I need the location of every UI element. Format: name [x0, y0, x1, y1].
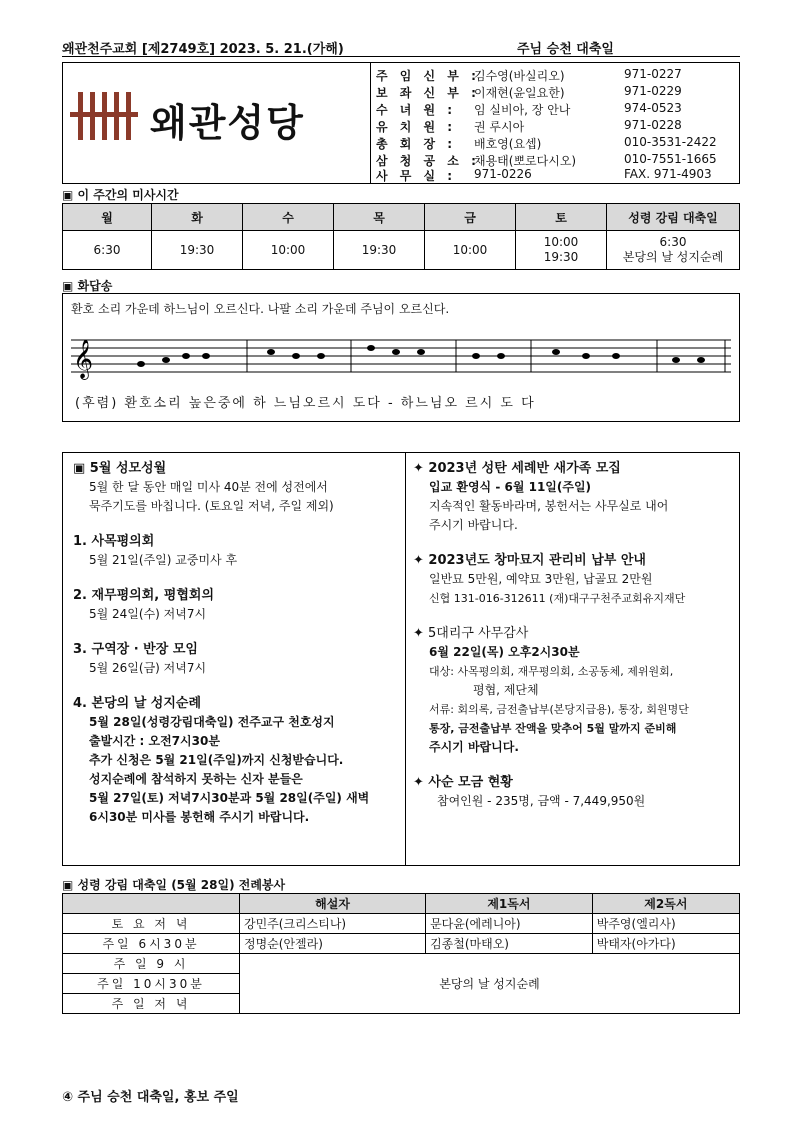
- duty-header: 제1독서: [426, 894, 593, 914]
- duty-row-label: 주 일 저 녁: [63, 994, 240, 1014]
- announcement-line: 6월 22일(목) 오후2시30분: [429, 645, 580, 659]
- mass-time: 6:30: [63, 231, 152, 270]
- duty-header: 해설자: [240, 894, 426, 914]
- announcement-line: 대상: 사목평의회, 재무평의회, 소공동체, 제위원회,: [429, 665, 674, 678]
- announcement-title: 2. 재무평의회, 평협회의: [73, 588, 214, 603]
- announcement-line: 서류: 회의록, 금전출납부(본당지급용), 통장, 회원명단: [429, 703, 689, 716]
- announcement-line: 5월 21일(주일) 교중미사 후: [89, 553, 238, 567]
- staff-directory: 주 임 신 부 : 김수영(바실리오) 971-0227 보 좌 신 부 : 이재현(윤일요한) 971-0229 수 녀 원 : 임 실비아, 장 안나 974-0523 유 치 원 : 권 루시아 971-0228 총 회 장 : 배호영(요셉) 010-3531-2422 삼 청 공 소 : 채용태(뽀로다시오) 010-7551-1665 사 무 실 : 971-0226 FAX. 971-4903: [370, 62, 740, 184]
- psalm-text: 환호 소리 가운데 하느님이 오르신다. 나팔 소리 가운데 주님이 오르신다.: [71, 302, 450, 316]
- day-header: 목: [334, 204, 425, 231]
- feast-title: 주님 승천 대축일: [517, 42, 614, 57]
- announcement-line: 입교 환영식 - 6월 11일(주일): [429, 480, 592, 494]
- mass-time: 6:30 본당의 날 성지순례: [607, 231, 740, 270]
- day-header: 월: [63, 204, 152, 231]
- mass-time-row: [63, 231, 740, 270]
- parish-issue-line: 왜관천주교회 [제2749호] 2023. 5. 21.(가해): [62, 42, 344, 57]
- announcement-title: ✦ 사순 모금 현황: [413, 775, 513, 790]
- duty-cell: 박태자(아가다): [592, 934, 739, 954]
- day-header: 화: [152, 204, 243, 231]
- duty-cell: 정명순(안젤라): [240, 934, 426, 954]
- psalm-box: [62, 293, 740, 422]
- duty-cell: 문다윤(에레니아): [426, 914, 593, 934]
- announcement-line: 통장, 금전출납부 잔액을 맞추어 5월 말까지 준비해: [429, 722, 677, 735]
- announcements-box: [62, 452, 740, 866]
- duty-row: [63, 934, 740, 954]
- announcement-title: 1. 사목평의회: [73, 534, 155, 549]
- duty-corner-cell: [63, 894, 240, 914]
- announcement-line: 묵주기도를 바칩니다. (토요일 저녁, 주일 제외): [89, 499, 334, 513]
- mass-time: 10:00 19:30: [516, 231, 607, 270]
- mass-time: 19:30: [152, 231, 243, 270]
- duty-row-label: 주일 10시30분: [63, 974, 240, 994]
- bulletin-header: [62, 38, 740, 57]
- announcement-line: 성지순례에 참석하지 못하는 신자 분들은: [89, 772, 303, 786]
- announcement-line: 5월 24일(수) 저녁7시: [89, 607, 207, 621]
- duty-cell: 김종철(마태오): [426, 934, 593, 954]
- liturgy-duty-table: [62, 893, 740, 1014]
- psalm-section-title: ▣ 화답송: [62, 279, 113, 293]
- duty-cell: 박주영(엘리사): [592, 914, 739, 934]
- announcement-line: 평협, 제단체: [473, 683, 539, 697]
- announcement-line: 6시30분 미사를 봉헌해 주시기 바랍니다.: [89, 810, 310, 824]
- header-divider: [62, 56, 740, 57]
- announcement-title: ✦ 5대리구 사무감사: [413, 626, 529, 641]
- announcement-line: 5월 28일(성령강림대축일) 전주교구 천호성지: [89, 715, 335, 729]
- announcement-line: 지속적인 활동바라며, 봉헌서는 사무실로 내어: [429, 499, 669, 513]
- mass-time: 19:30: [334, 231, 425, 270]
- day-header: 성령 강림 대축일: [607, 204, 740, 231]
- announcements-right-column: [413, 459, 735, 811]
- announcement-line: 출발시간 : 오전7시30분: [89, 734, 220, 748]
- psalm-lyrics: (후렴) 환호소리 높은중에 하 느님오르시 도다 - 하느님오 르시 도 다: [75, 396, 536, 411]
- announcement-title: ✦ 2023년도 창마묘지 관리비 납부 안내: [413, 553, 646, 568]
- announcement-line: 주시기 바랍니다.: [429, 740, 519, 754]
- svg-text:𝄞: 𝄞: [73, 339, 94, 379]
- announcement-line: 신협 131-016-312611 (재)대구구천주교회유지재단: [429, 592, 686, 605]
- duty-row-label: 주일 6시30분: [63, 934, 240, 954]
- pilgrimage-note: 본당의 날 성지순례: [240, 954, 740, 1014]
- duty-section-title: ▣ 성령 강림 대축일 (5월 28일) 전례봉사: [62, 878, 286, 892]
- duty-row: [63, 954, 740, 974]
- duty-header: 제2독서: [592, 894, 739, 914]
- announcement-line: 추가 신청은 5월 21일(주일)까지 신청받습니다.: [89, 753, 344, 767]
- mass-section-title: ▣ 이 주간의 미사시간: [62, 188, 179, 202]
- day-header: 토: [516, 204, 607, 231]
- announcements-left-column: [73, 459, 409, 827]
- column-divider: [405, 453, 406, 865]
- parish-logo-icon: [70, 88, 140, 148]
- announcement-title: ▣ 5월 성모성월: [73, 461, 167, 476]
- duty-cell: 강민주(크리스티나): [240, 914, 426, 934]
- announcement-line: 주시기 바랍니다.: [429, 518, 518, 532]
- mass-header-row: [63, 204, 740, 231]
- mass-times-table: [62, 203, 740, 270]
- announcement-title: ✦ 2023년 성탄 세례반 새가족 모집: [413, 461, 621, 476]
- day-header: 수: [243, 204, 334, 231]
- announcement-line: 5월 27일(토) 저녁7시30분과 5월 28일(주일) 새벽: [89, 791, 370, 805]
- announcement-line: 참여인원 - 235명, 금액 - 7,449,950원: [437, 794, 646, 808]
- duty-header-row: [63, 894, 740, 914]
- announcement-title: 4. 본당의 날 성지순례: [73, 696, 202, 711]
- duty-row-label: 주 일 9 시: [63, 954, 240, 974]
- duty-row-label: 토 요 저 녁: [63, 914, 240, 934]
- announcement-line: 5월 26일(금) 저녁7시: [89, 661, 207, 675]
- mass-time: 10:00: [425, 231, 516, 270]
- announcement-line: 일반묘 5만원, 예약묘 3만원, 납골묘 2만원: [429, 572, 653, 586]
- announcement-title: 3. 구역장 · 반장 모임: [73, 642, 198, 657]
- parish-logo-text: 왜관성당: [150, 100, 305, 145]
- music-staff-icon: [71, 332, 731, 380]
- duty-row: [63, 914, 740, 934]
- mass-time: 10:00: [243, 231, 334, 270]
- page-footer: ④ 주님 승천 대축일, 홍보 주일: [62, 1090, 239, 1105]
- announcement-line: 5월 한 달 동안 매일 미사 40분 전에 성전에서: [89, 480, 328, 494]
- day-header: 금: [425, 204, 516, 231]
